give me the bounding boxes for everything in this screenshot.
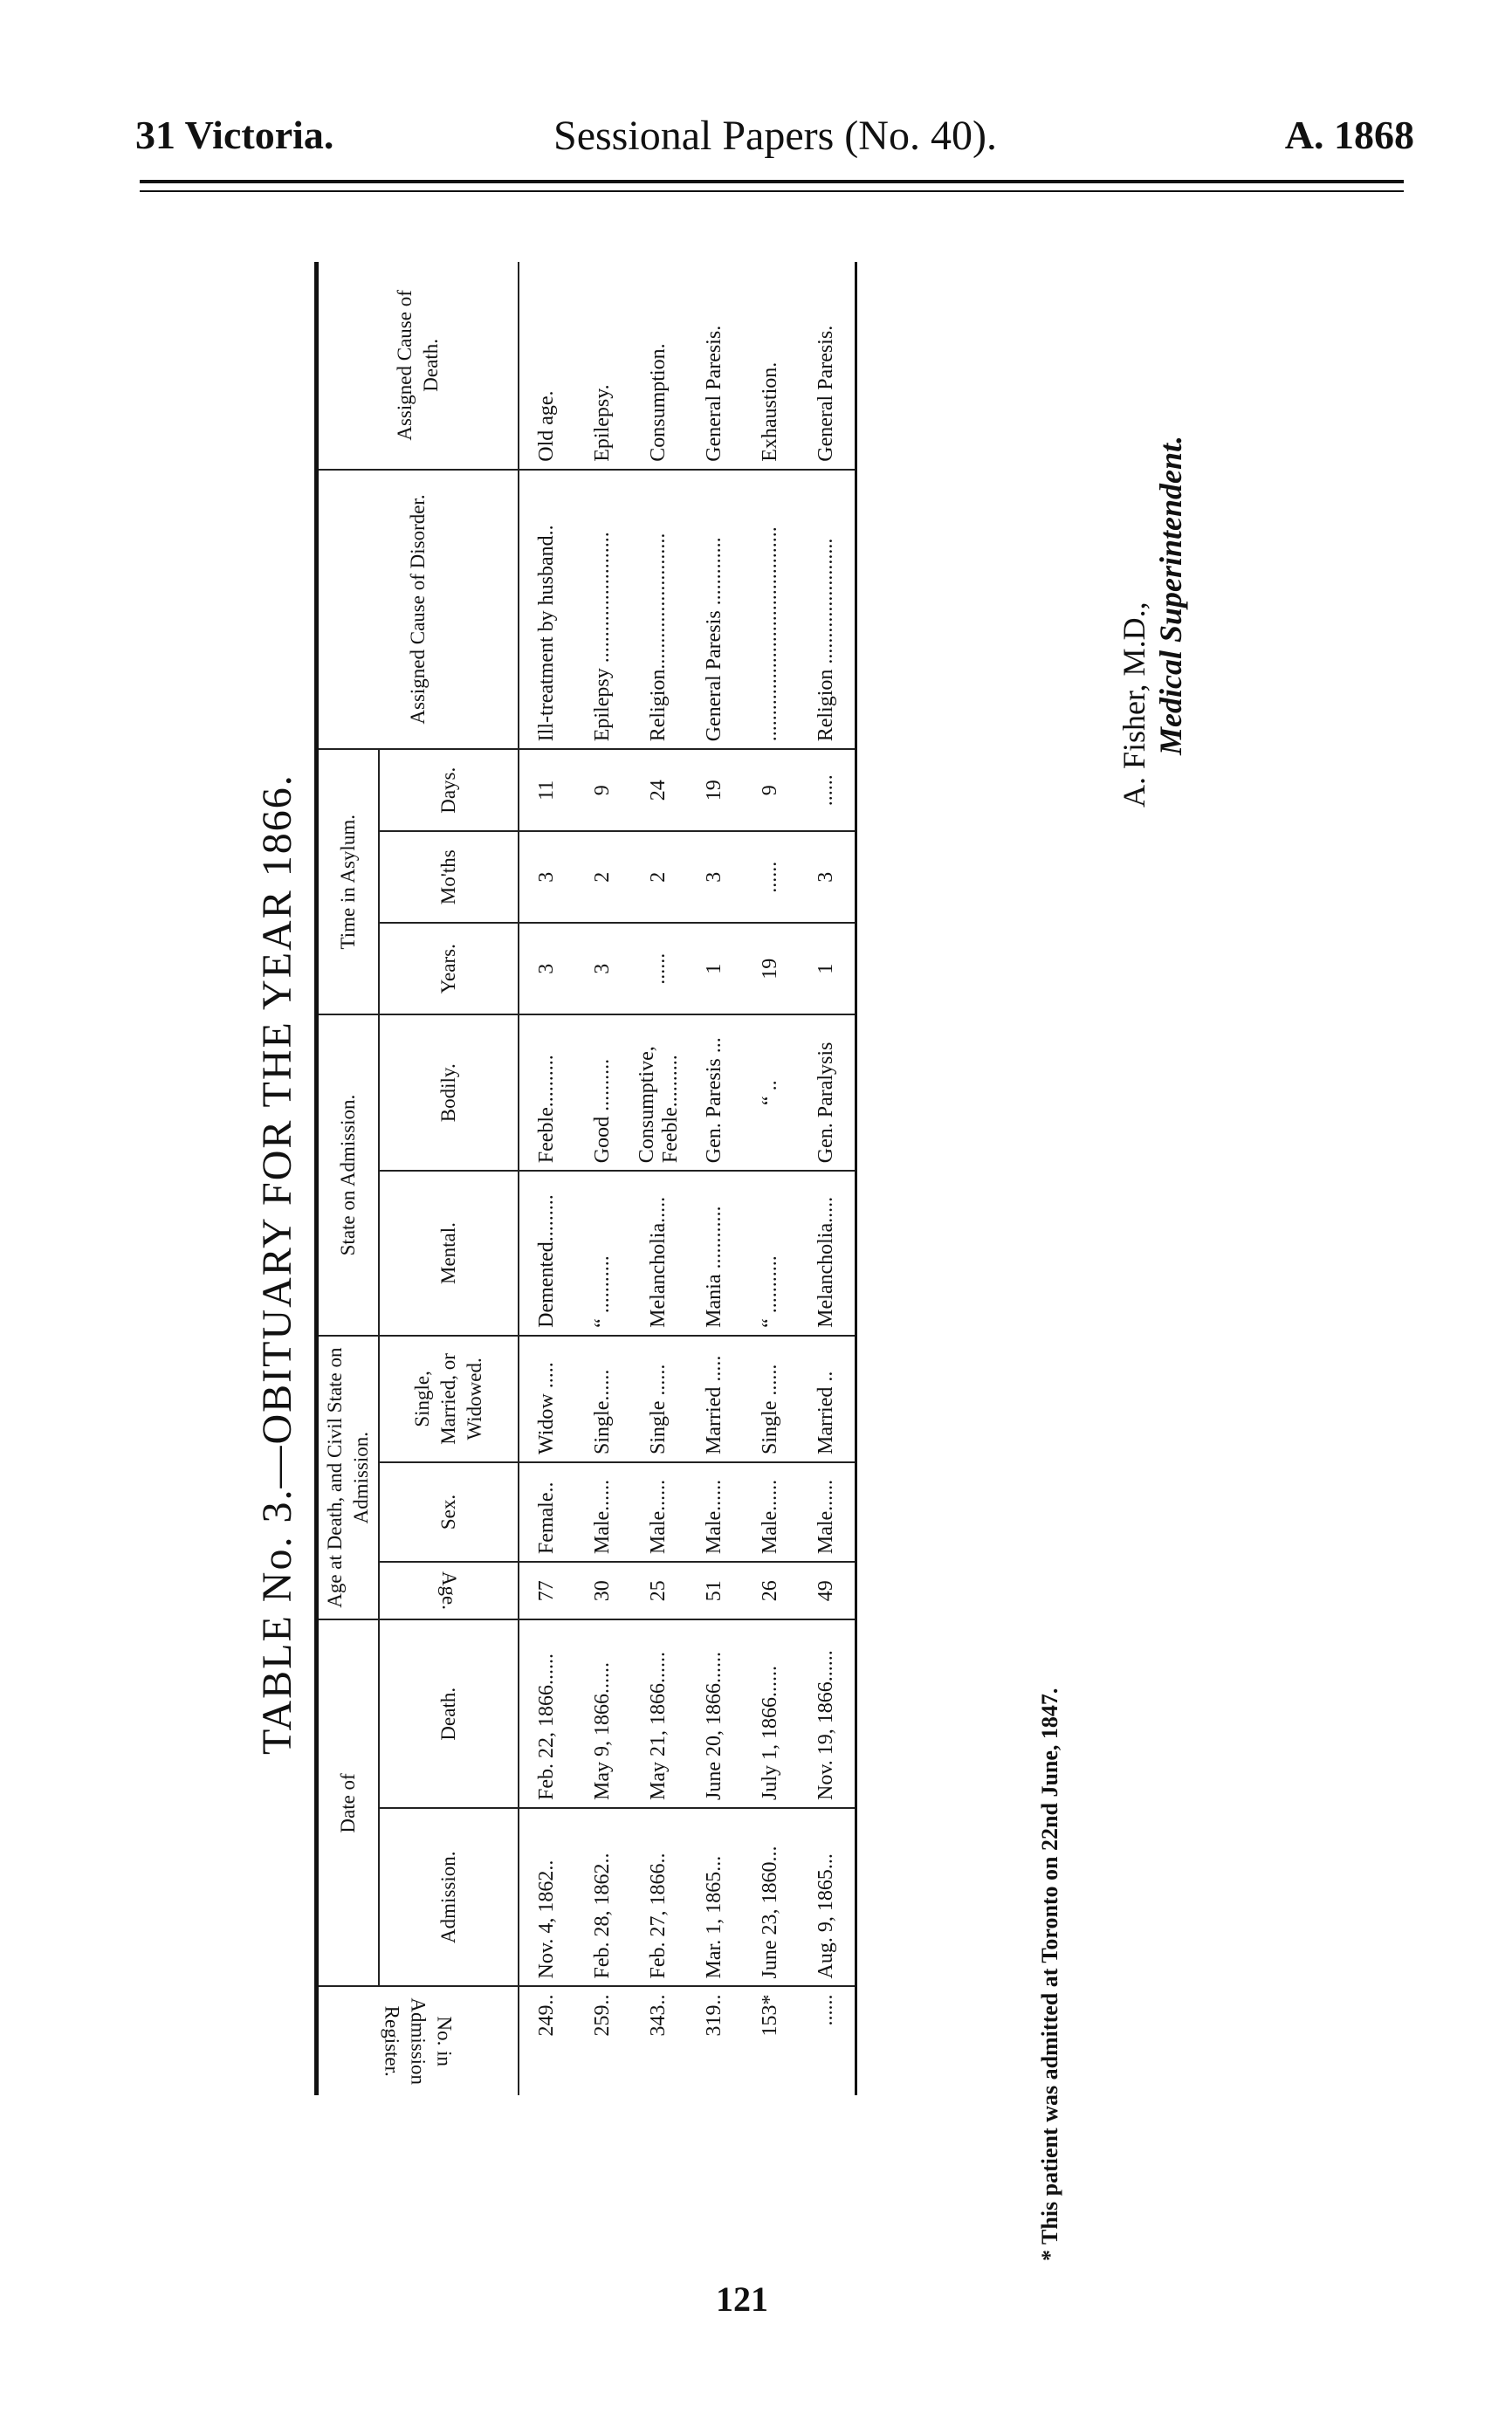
- cell-cause-death: General Paresis.: [799, 262, 856, 470]
- cell-cause-death: Epilepsy.: [575, 262, 631, 470]
- table-title: TABLE No. 3.—OBITUARY FOR THE YEAR 1866.: [254, 773, 300, 1755]
- cell-bodily: “ ..: [743, 1014, 799, 1171]
- cell-death: July 1, 1866......: [743, 1619, 799, 1808]
- cell-cause-disorder: Religion..........................: [631, 470, 687, 750]
- cell-cause-death: Consumption.: [631, 262, 687, 470]
- cell-years: ......: [631, 923, 687, 1014]
- cell-bodily: Consumptive, Feeble..........: [631, 1014, 687, 1171]
- cell-no: 153*: [759, 1994, 782, 2037]
- col-bodily: Bodily.: [379, 1014, 519, 1171]
- col-state-on-admission: State on Admission.: [317, 1014, 379, 1336]
- cell-years: 3: [575, 923, 631, 1014]
- cell-sex: Male......: [687, 1462, 743, 1562]
- table-row: [743, 262, 799, 2095]
- cell-months: 3: [799, 831, 856, 923]
- cell-mental: Mania ............: [687, 1171, 743, 1336]
- header-rule-thick: [140, 180, 1404, 183]
- cell-months: 2: [631, 831, 687, 923]
- running-header-center: Sessional Papers (No. 40).: [553, 113, 997, 159]
- cell-sex: Male......: [799, 1462, 856, 1562]
- cell-days: 9: [743, 749, 799, 831]
- col-time-in-asylum: Time in Asylum.: [317, 749, 379, 1014]
- cell-admission: Feb. 27, 1866..: [631, 1808, 687, 1986]
- cell-age: 30: [575, 1562, 631, 1619]
- cell-bodily: Good ..........: [575, 1014, 631, 1171]
- cell-mental: “ ...........: [575, 1171, 631, 1336]
- cell-days: 9: [575, 749, 631, 831]
- cell-years: 1: [799, 923, 856, 1014]
- cell-days: 19: [687, 749, 743, 831]
- cell-death: May 21, 1866......: [631, 1619, 687, 1808]
- cell-mental: Melancholia.....: [799, 1171, 856, 1336]
- col-years: Years.: [379, 923, 519, 1014]
- cell-cause-disorder: .........................................: [743, 470, 799, 750]
- col-sex: Sex.: [379, 1462, 519, 1562]
- cell-age: 51: [687, 1562, 743, 1619]
- col-mental: Mental.: [379, 1171, 519, 1336]
- cell-civil: Single ......: [743, 1336, 799, 1462]
- cell-civil: Married .....: [687, 1336, 743, 1462]
- cell-age: 77: [519, 1562, 575, 1619]
- cell-sex: Male......: [575, 1462, 631, 1562]
- signature-block: [1116, 436, 1189, 808]
- cell-months: 2: [575, 831, 631, 923]
- cell-death: Feb. 22, 1866......: [519, 1619, 575, 1808]
- cell-bodily: Gen. Paresis ...: [687, 1014, 743, 1171]
- cell-no: 343..: [647, 1994, 670, 2037]
- col-cause-disorder: Assigned Cause of Disorder.: [317, 470, 519, 750]
- cell-cause-disorder: General Paresis .............: [687, 470, 743, 750]
- running-header-left: 31 Victoria.: [135, 113, 334, 157]
- cell-bodily: Gen. Paralysis: [799, 1014, 856, 1171]
- cell-cause-disorder: Epilepsy .........................: [575, 470, 631, 750]
- cell-death: June 20, 1866......: [687, 1619, 743, 1808]
- col-cause-death: Assigned Cause of Death.: [317, 262, 519, 470]
- running-header-right: A. 1868: [1284, 113, 1414, 157]
- cell-no: ......: [799, 1986, 856, 2095]
- cell-death: May 9, 1866......: [575, 1619, 631, 1808]
- cell-age: 49: [799, 1562, 856, 1619]
- page-number: 121: [716, 2279, 768, 2319]
- col-days: Days.: [379, 749, 519, 831]
- cell-civil: Married ..: [799, 1336, 856, 1462]
- table-row: [519, 262, 575, 2095]
- col-no-admission: No. in Admission Register.: [317, 1986, 519, 2095]
- obituary-table: [314, 262, 857, 2095]
- cell-cause-death: Exhaustion.: [743, 262, 799, 470]
- cell-days: ......: [799, 749, 856, 831]
- cell-days: 24: [631, 749, 687, 831]
- cell-months: 3: [687, 831, 743, 923]
- cell-admission: June 23, 1860...: [743, 1808, 799, 1986]
- col-civil: Single, Married, or Widowed.: [379, 1336, 519, 1462]
- cell-years: 1: [687, 923, 743, 1014]
- cell-bodily: Feeble..........: [519, 1014, 575, 1171]
- cell-civil: Single......: [575, 1336, 631, 1462]
- table-row: [799, 262, 856, 2095]
- cell-mental: Melancholia.....: [631, 1171, 687, 1336]
- cell-death: Nov. 19, 1866......: [799, 1619, 856, 1808]
- cell-days: 11: [519, 749, 575, 831]
- cell-cause-death: Old age.: [519, 262, 575, 470]
- cell-no: 249..: [535, 1994, 559, 2037]
- table-row: [631, 262, 687, 2095]
- signature-title: Medical Superintendent.: [1153, 435, 1188, 755]
- cell-admission: Mar. 1, 1865...: [687, 1808, 743, 1986]
- cell-no: 259..: [591, 1994, 615, 2037]
- cell-age: 25: [631, 1562, 687, 1619]
- cell-sex: Female..: [519, 1462, 575, 1562]
- col-months: Mo'ths: [379, 831, 519, 923]
- cell-months: 3: [519, 831, 575, 923]
- cell-age: 26: [743, 1562, 799, 1619]
- obituary-table-container: [314, 210, 1240, 2095]
- cell-sex: Male......: [631, 1462, 687, 1562]
- cell-years: 3: [519, 923, 575, 1014]
- header-rule-thin: [140, 190, 1404, 192]
- cell-civil: Widow .....: [519, 1336, 575, 1462]
- cell-cause-disorder: Religion ........................: [799, 470, 856, 750]
- cell-admission: Aug. 9, 1865...: [799, 1808, 856, 1986]
- col-death: Death.: [379, 1619, 519, 1808]
- cell-years: 19: [743, 923, 799, 1014]
- col-admission: Admission.: [379, 1808, 519, 1986]
- col-date-of: Date of: [317, 1619, 379, 1986]
- signature-name: A. Fisher, M.D.,: [1117, 602, 1151, 808]
- col-age: Age.: [379, 1562, 519, 1619]
- cell-mental: Demented.........: [519, 1171, 575, 1336]
- footnote: * This patient was admitted at Toronto on 22nd June, 1847.: [1037, 1688, 1062, 2261]
- table-row: [575, 262, 631, 2095]
- cell-no: 319..: [703, 1994, 726, 2037]
- col-age-group: Age at Death, and Civil State on Admission.: [317, 1336, 379, 1620]
- cell-cause-disorder: Ill-treatment by husband..: [519, 470, 575, 750]
- cell-sex: Male......: [743, 1462, 799, 1562]
- cell-civil: Single ......: [631, 1336, 687, 1462]
- table-row: [687, 262, 743, 2095]
- cell-months: ......: [743, 831, 799, 923]
- cell-admission: Feb. 28, 1862..: [575, 1808, 631, 1986]
- cell-cause-death: General Paresis.: [687, 262, 743, 470]
- cell-mental: “ ...........: [743, 1171, 799, 1336]
- cell-admission: Nov. 4, 1862..: [519, 1808, 575, 1986]
